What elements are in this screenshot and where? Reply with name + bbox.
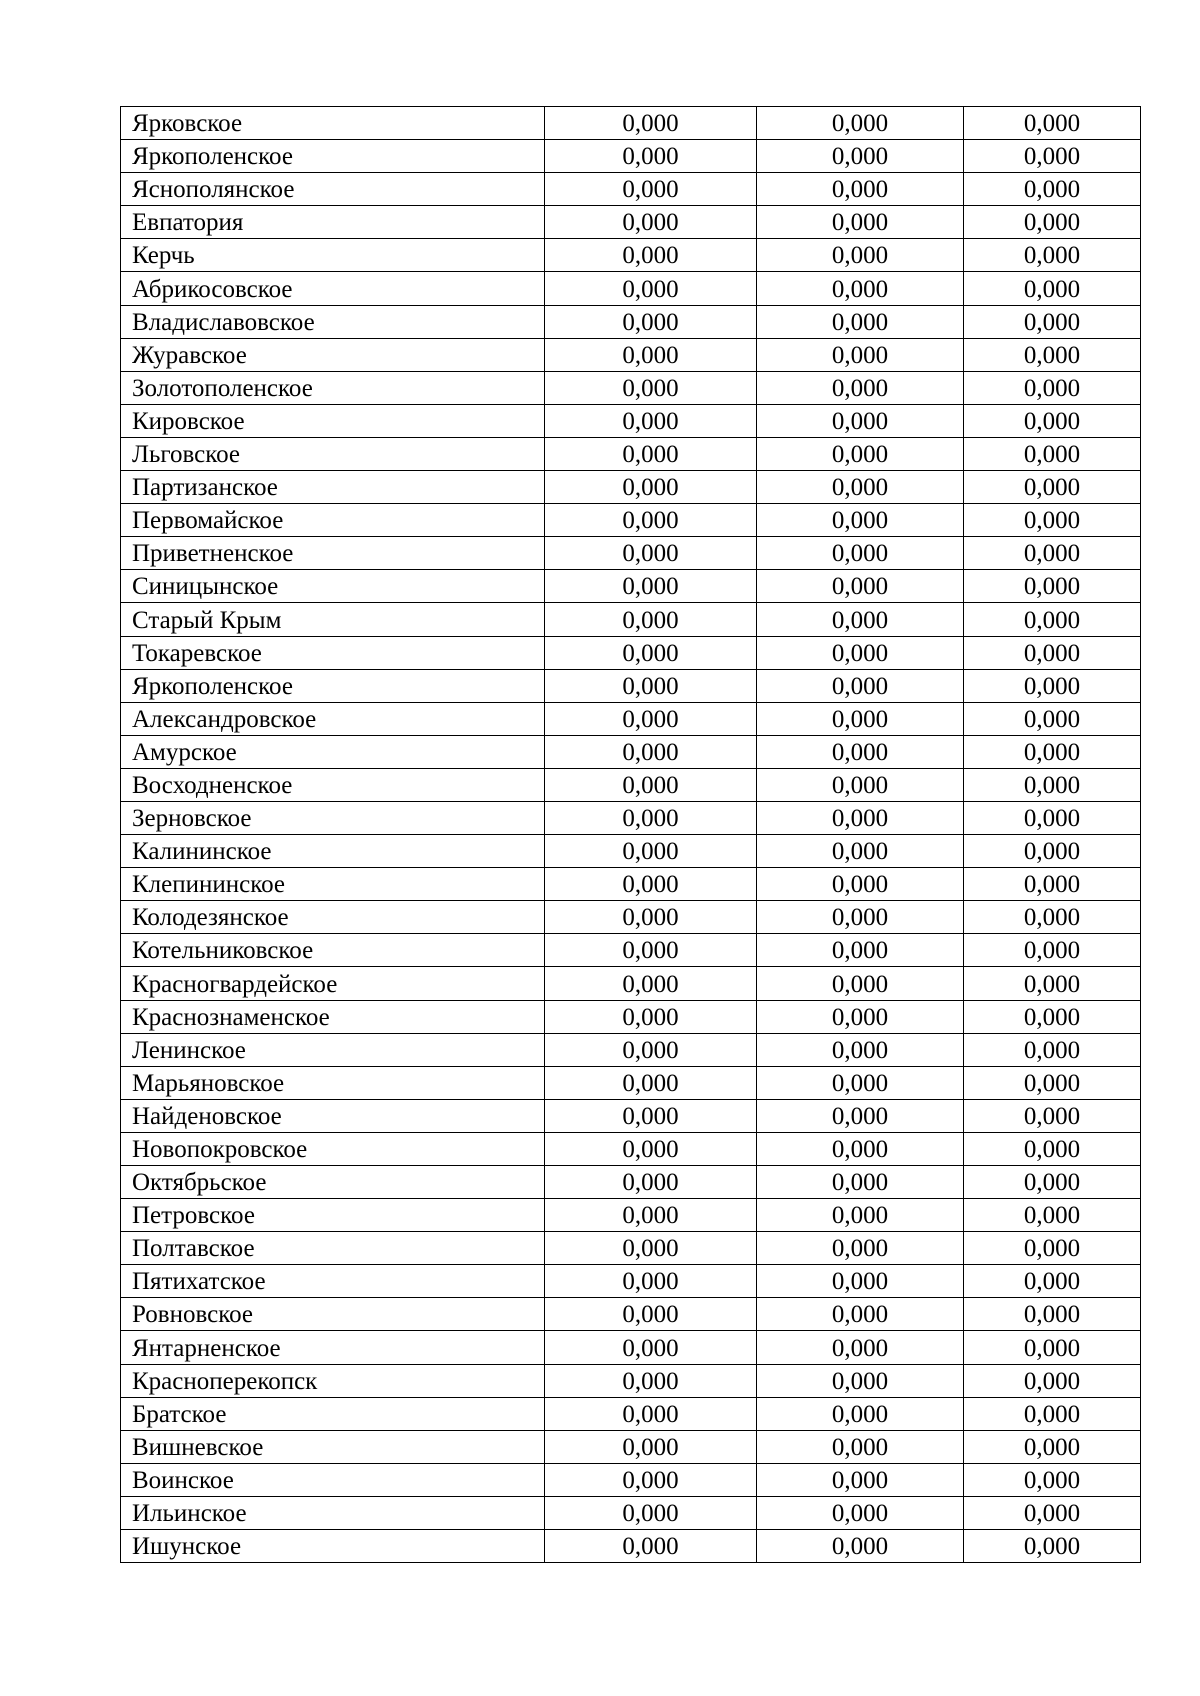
table-row <box>121 206 1141 239</box>
value-cell-1: 0,000 <box>545 735 757 768</box>
value-cell-2: 0,000 <box>757 140 964 173</box>
value-cell-1: 0,000 <box>545 1331 757 1364</box>
table-row <box>121 1265 1141 1298</box>
settlement-name-cell: Найденовское <box>121 1099 545 1132</box>
value-cell-3: 0,000 <box>964 1033 1141 1066</box>
settlement-name-cell: Владиславовское <box>121 305 545 338</box>
value-cell-1: 0,000 <box>545 1066 757 1099</box>
value-cell-3: 0,000 <box>964 1232 1141 1265</box>
value-cell-1: 0,000 <box>545 404 757 437</box>
value-cell-3: 0,000 <box>964 272 1141 305</box>
value-cell-1: 0,000 <box>545 140 757 173</box>
value-cell-2: 0,000 <box>757 437 964 470</box>
value-cell-2: 0,000 <box>757 669 964 702</box>
value-cell-3: 0,000 <box>964 1199 1141 1232</box>
value-cell-2: 0,000 <box>757 636 964 669</box>
value-cell-3: 0,000 <box>964 437 1141 470</box>
value-cell-2: 0,000 <box>757 272 964 305</box>
value-cell-2: 0,000 <box>757 934 964 967</box>
value-cell-2: 0,000 <box>757 768 964 801</box>
settlement-name-cell: Ишунское <box>121 1530 545 1563</box>
value-cell-3: 0,000 <box>964 868 1141 901</box>
settlement-name-cell: Краснознаменское <box>121 1000 545 1033</box>
table-row <box>121 1298 1141 1331</box>
settlement-name-cell: Октябрьское <box>121 1166 545 1199</box>
value-cell-1: 0,000 <box>545 934 757 967</box>
settlement-name-cell: Журавское <box>121 338 545 371</box>
value-cell-3: 0,000 <box>964 603 1141 636</box>
value-cell-2: 0,000 <box>757 305 964 338</box>
value-cell-1: 0,000 <box>545 1364 757 1397</box>
value-cell-3: 0,000 <box>964 1099 1141 1132</box>
value-cell-2: 0,000 <box>757 1496 964 1529</box>
settlement-name-cell: Полтавское <box>121 1232 545 1265</box>
table-row <box>121 1364 1141 1397</box>
value-cell-3: 0,000 <box>964 1298 1141 1331</box>
value-cell-3: 0,000 <box>964 1000 1141 1033</box>
settlement-name-cell: Кировское <box>121 404 545 437</box>
value-cell-2: 0,000 <box>757 1099 964 1132</box>
value-cell-3: 0,000 <box>964 504 1141 537</box>
settlement-name-cell: Ленинское <box>121 1033 545 1066</box>
value-cell-2: 0,000 <box>757 173 964 206</box>
table-row <box>121 338 1141 371</box>
value-cell-2: 0,000 <box>757 1331 964 1364</box>
value-cell-2: 0,000 <box>757 1265 964 1298</box>
value-cell-2: 0,000 <box>757 901 964 934</box>
settlement-name-cell: Вишневское <box>121 1430 545 1463</box>
table-row <box>121 603 1141 636</box>
value-cell-1: 0,000 <box>545 371 757 404</box>
value-cell-3: 0,000 <box>964 801 1141 834</box>
value-cell-3: 0,000 <box>964 669 1141 702</box>
settlement-name-cell: Марьяновское <box>121 1066 545 1099</box>
settlement-name-cell: Старый Крым <box>121 603 545 636</box>
settlement-name-cell: Ровновское <box>121 1298 545 1331</box>
table-row <box>121 239 1141 272</box>
settlement-name-cell: Яркополенское <box>121 669 545 702</box>
value-cell-1: 0,000 <box>545 1232 757 1265</box>
table-row <box>121 140 1141 173</box>
value-cell-3: 0,000 <box>964 835 1141 868</box>
settlement-name-cell: Воинское <box>121 1463 545 1496</box>
table-row <box>121 702 1141 735</box>
value-cell-2: 0,000 <box>757 702 964 735</box>
table-row <box>121 1463 1141 1496</box>
value-cell-3: 0,000 <box>964 1430 1141 1463</box>
value-cell-1: 0,000 <box>545 1000 757 1033</box>
table-row <box>121 669 1141 702</box>
value-cell-3: 0,000 <box>964 967 1141 1000</box>
value-cell-3: 0,000 <box>964 371 1141 404</box>
settlement-name-cell: Амурское <box>121 735 545 768</box>
settlement-name-cell: Абрикосовское <box>121 272 545 305</box>
table-row <box>121 801 1141 834</box>
value-cell-2: 0,000 <box>757 1199 964 1232</box>
value-cell-2: 0,000 <box>757 735 964 768</box>
value-cell-1: 0,000 <box>545 504 757 537</box>
value-cell-1: 0,000 <box>545 603 757 636</box>
table-row <box>121 735 1141 768</box>
value-cell-2: 0,000 <box>757 835 964 868</box>
value-cell-2: 0,000 <box>757 371 964 404</box>
settlements-table <box>120 106 1141 1563</box>
value-cell-1: 0,000 <box>545 1530 757 1563</box>
value-cell-3: 0,000 <box>964 1463 1141 1496</box>
value-cell-3: 0,000 <box>964 140 1141 173</box>
value-cell-2: 0,000 <box>757 1463 964 1496</box>
value-cell-1: 0,000 <box>545 901 757 934</box>
settlement-name-cell: Керчь <box>121 239 545 272</box>
value-cell-2: 0,000 <box>757 1166 964 1199</box>
value-cell-2: 0,000 <box>757 1066 964 1099</box>
value-cell-2: 0,000 <box>757 1232 964 1265</box>
value-cell-1: 0,000 <box>545 272 757 305</box>
value-cell-1: 0,000 <box>545 1430 757 1463</box>
table-row <box>121 371 1141 404</box>
value-cell-3: 0,000 <box>964 206 1141 239</box>
value-cell-1: 0,000 <box>545 1496 757 1529</box>
table-row <box>121 768 1141 801</box>
value-cell-2: 0,000 <box>757 1033 964 1066</box>
value-cell-2: 0,000 <box>757 967 964 1000</box>
table-row <box>121 901 1141 934</box>
value-cell-3: 0,000 <box>964 537 1141 570</box>
value-cell-1: 0,000 <box>545 967 757 1000</box>
settlement-name-cell: Котельниковское <box>121 934 545 967</box>
value-cell-2: 0,000 <box>757 206 964 239</box>
settlement-name-cell: Красногвардейское <box>121 967 545 1000</box>
table-row <box>121 835 1141 868</box>
value-cell-1: 0,000 <box>545 868 757 901</box>
settlement-name-cell: Ярковское <box>121 107 545 140</box>
settlement-name-cell: Приветненское <box>121 537 545 570</box>
value-cell-1: 0,000 <box>545 107 757 140</box>
value-cell-3: 0,000 <box>964 1166 1141 1199</box>
value-cell-1: 0,000 <box>545 305 757 338</box>
table-row <box>121 1166 1141 1199</box>
value-cell-1: 0,000 <box>545 636 757 669</box>
value-cell-3: 0,000 <box>964 107 1141 140</box>
value-cell-1: 0,000 <box>545 206 757 239</box>
table-row <box>121 471 1141 504</box>
settlement-name-cell: Золотополенское <box>121 371 545 404</box>
table-row <box>121 1199 1141 1232</box>
value-cell-2: 0,000 <box>757 504 964 537</box>
value-cell-1: 0,000 <box>545 570 757 603</box>
value-cell-2: 0,000 <box>757 537 964 570</box>
value-cell-1: 0,000 <box>545 669 757 702</box>
settlement-name-cell: Братское <box>121 1397 545 1430</box>
value-cell-3: 0,000 <box>964 1132 1141 1165</box>
table-row <box>121 1397 1141 1430</box>
settlement-name-cell: Калининское <box>121 835 545 868</box>
value-cell-3: 0,000 <box>964 404 1141 437</box>
value-cell-1: 0,000 <box>545 1099 757 1132</box>
table-row <box>121 1430 1141 1463</box>
table-row <box>121 1530 1141 1563</box>
value-cell-1: 0,000 <box>545 1033 757 1066</box>
value-cell-2: 0,000 <box>757 107 964 140</box>
value-cell-1: 0,000 <box>545 768 757 801</box>
settlement-name-cell: Колодезянское <box>121 901 545 934</box>
value-cell-3: 0,000 <box>964 1265 1141 1298</box>
value-cell-2: 0,000 <box>757 471 964 504</box>
table-row <box>121 1331 1141 1364</box>
settlement-name-cell: Ильинское <box>121 1496 545 1529</box>
value-cell-3: 0,000 <box>964 702 1141 735</box>
settlement-name-cell: Льговское <box>121 437 545 470</box>
value-cell-1: 0,000 <box>545 801 757 834</box>
value-cell-3: 0,000 <box>964 338 1141 371</box>
settlement-name-cell: Зерновское <box>121 801 545 834</box>
value-cell-2: 0,000 <box>757 1132 964 1165</box>
value-cell-1: 0,000 <box>545 537 757 570</box>
value-cell-2: 0,000 <box>757 338 964 371</box>
value-cell-3: 0,000 <box>964 636 1141 669</box>
settlement-name-cell: Янтарненское <box>121 1331 545 1364</box>
value-cell-3: 0,000 <box>964 305 1141 338</box>
value-cell-1: 0,000 <box>545 239 757 272</box>
table-row <box>121 504 1141 537</box>
value-cell-2: 0,000 <box>757 1000 964 1033</box>
value-cell-2: 0,000 <box>757 1530 964 1563</box>
table-row <box>121 107 1141 140</box>
value-cell-2: 0,000 <box>757 603 964 636</box>
value-cell-1: 0,000 <box>545 471 757 504</box>
settlement-name-cell: Восходненское <box>121 768 545 801</box>
value-cell-3: 0,000 <box>964 471 1141 504</box>
table-body <box>121 107 1141 1563</box>
value-cell-1: 0,000 <box>545 338 757 371</box>
table-row <box>121 1099 1141 1132</box>
value-cell-3: 0,000 <box>964 901 1141 934</box>
value-cell-3: 0,000 <box>964 570 1141 603</box>
value-cell-3: 0,000 <box>964 239 1141 272</box>
value-cell-3: 0,000 <box>964 768 1141 801</box>
value-cell-1: 0,000 <box>545 437 757 470</box>
table-row <box>121 636 1141 669</box>
value-cell-1: 0,000 <box>545 173 757 206</box>
value-cell-2: 0,000 <box>757 239 964 272</box>
value-cell-2: 0,000 <box>757 404 964 437</box>
table-row <box>121 305 1141 338</box>
settlement-name-cell: Красноперекопск <box>121 1364 545 1397</box>
table-row <box>121 868 1141 901</box>
value-cell-2: 0,000 <box>757 1298 964 1331</box>
settlement-name-cell: Партизанское <box>121 471 545 504</box>
value-cell-1: 0,000 <box>545 835 757 868</box>
value-cell-3: 0,000 <box>964 934 1141 967</box>
table-row <box>121 1033 1141 1066</box>
value-cell-2: 0,000 <box>757 801 964 834</box>
table-row <box>121 1232 1141 1265</box>
value-cell-1: 0,000 <box>545 1132 757 1165</box>
value-cell-3: 0,000 <box>964 1066 1141 1099</box>
settlement-name-cell: Пятихатское <box>121 1265 545 1298</box>
settlement-name-cell: Токаревское <box>121 636 545 669</box>
table-row <box>121 1066 1141 1099</box>
value-cell-2: 0,000 <box>757 1364 964 1397</box>
table-row <box>121 404 1141 437</box>
value-cell-3: 0,000 <box>964 1397 1141 1430</box>
value-cell-3: 0,000 <box>964 735 1141 768</box>
value-cell-1: 0,000 <box>545 1199 757 1232</box>
value-cell-2: 0,000 <box>757 868 964 901</box>
value-cell-3: 0,000 <box>964 1364 1141 1397</box>
table-row <box>121 1496 1141 1529</box>
value-cell-1: 0,000 <box>545 1265 757 1298</box>
value-cell-2: 0,000 <box>757 1397 964 1430</box>
table-row <box>121 934 1141 967</box>
settlement-name-cell: Новопокровское <box>121 1132 545 1165</box>
settlement-name-cell: Александровское <box>121 702 545 735</box>
table-row <box>121 1000 1141 1033</box>
value-cell-1: 0,000 <box>545 1397 757 1430</box>
settlement-name-cell: Яркополенское <box>121 140 545 173</box>
table-row <box>121 967 1141 1000</box>
settlement-name-cell: Евпатория <box>121 206 545 239</box>
value-cell-3: 0,000 <box>964 1496 1141 1529</box>
value-cell-1: 0,000 <box>545 702 757 735</box>
value-cell-1: 0,000 <box>545 1298 757 1331</box>
value-cell-2: 0,000 <box>757 1430 964 1463</box>
table-row <box>121 272 1141 305</box>
table-row <box>121 173 1141 206</box>
settlement-name-cell: Клепининское <box>121 868 545 901</box>
settlement-name-cell: Петровское <box>121 1199 545 1232</box>
table-row <box>121 437 1141 470</box>
value-cell-3: 0,000 <box>964 1331 1141 1364</box>
value-cell-2: 0,000 <box>757 570 964 603</box>
settlement-name-cell: Яснополянское <box>121 173 545 206</box>
value-cell-1: 0,000 <box>545 1166 757 1199</box>
settlement-name-cell: Синицынское <box>121 570 545 603</box>
value-cell-1: 0,000 <box>545 1463 757 1496</box>
value-cell-3: 0,000 <box>964 1530 1141 1563</box>
table-row <box>121 1132 1141 1165</box>
value-cell-3: 0,000 <box>964 173 1141 206</box>
settlement-name-cell: Первомайское <box>121 504 545 537</box>
table-row <box>121 537 1141 570</box>
table-row <box>121 570 1141 603</box>
